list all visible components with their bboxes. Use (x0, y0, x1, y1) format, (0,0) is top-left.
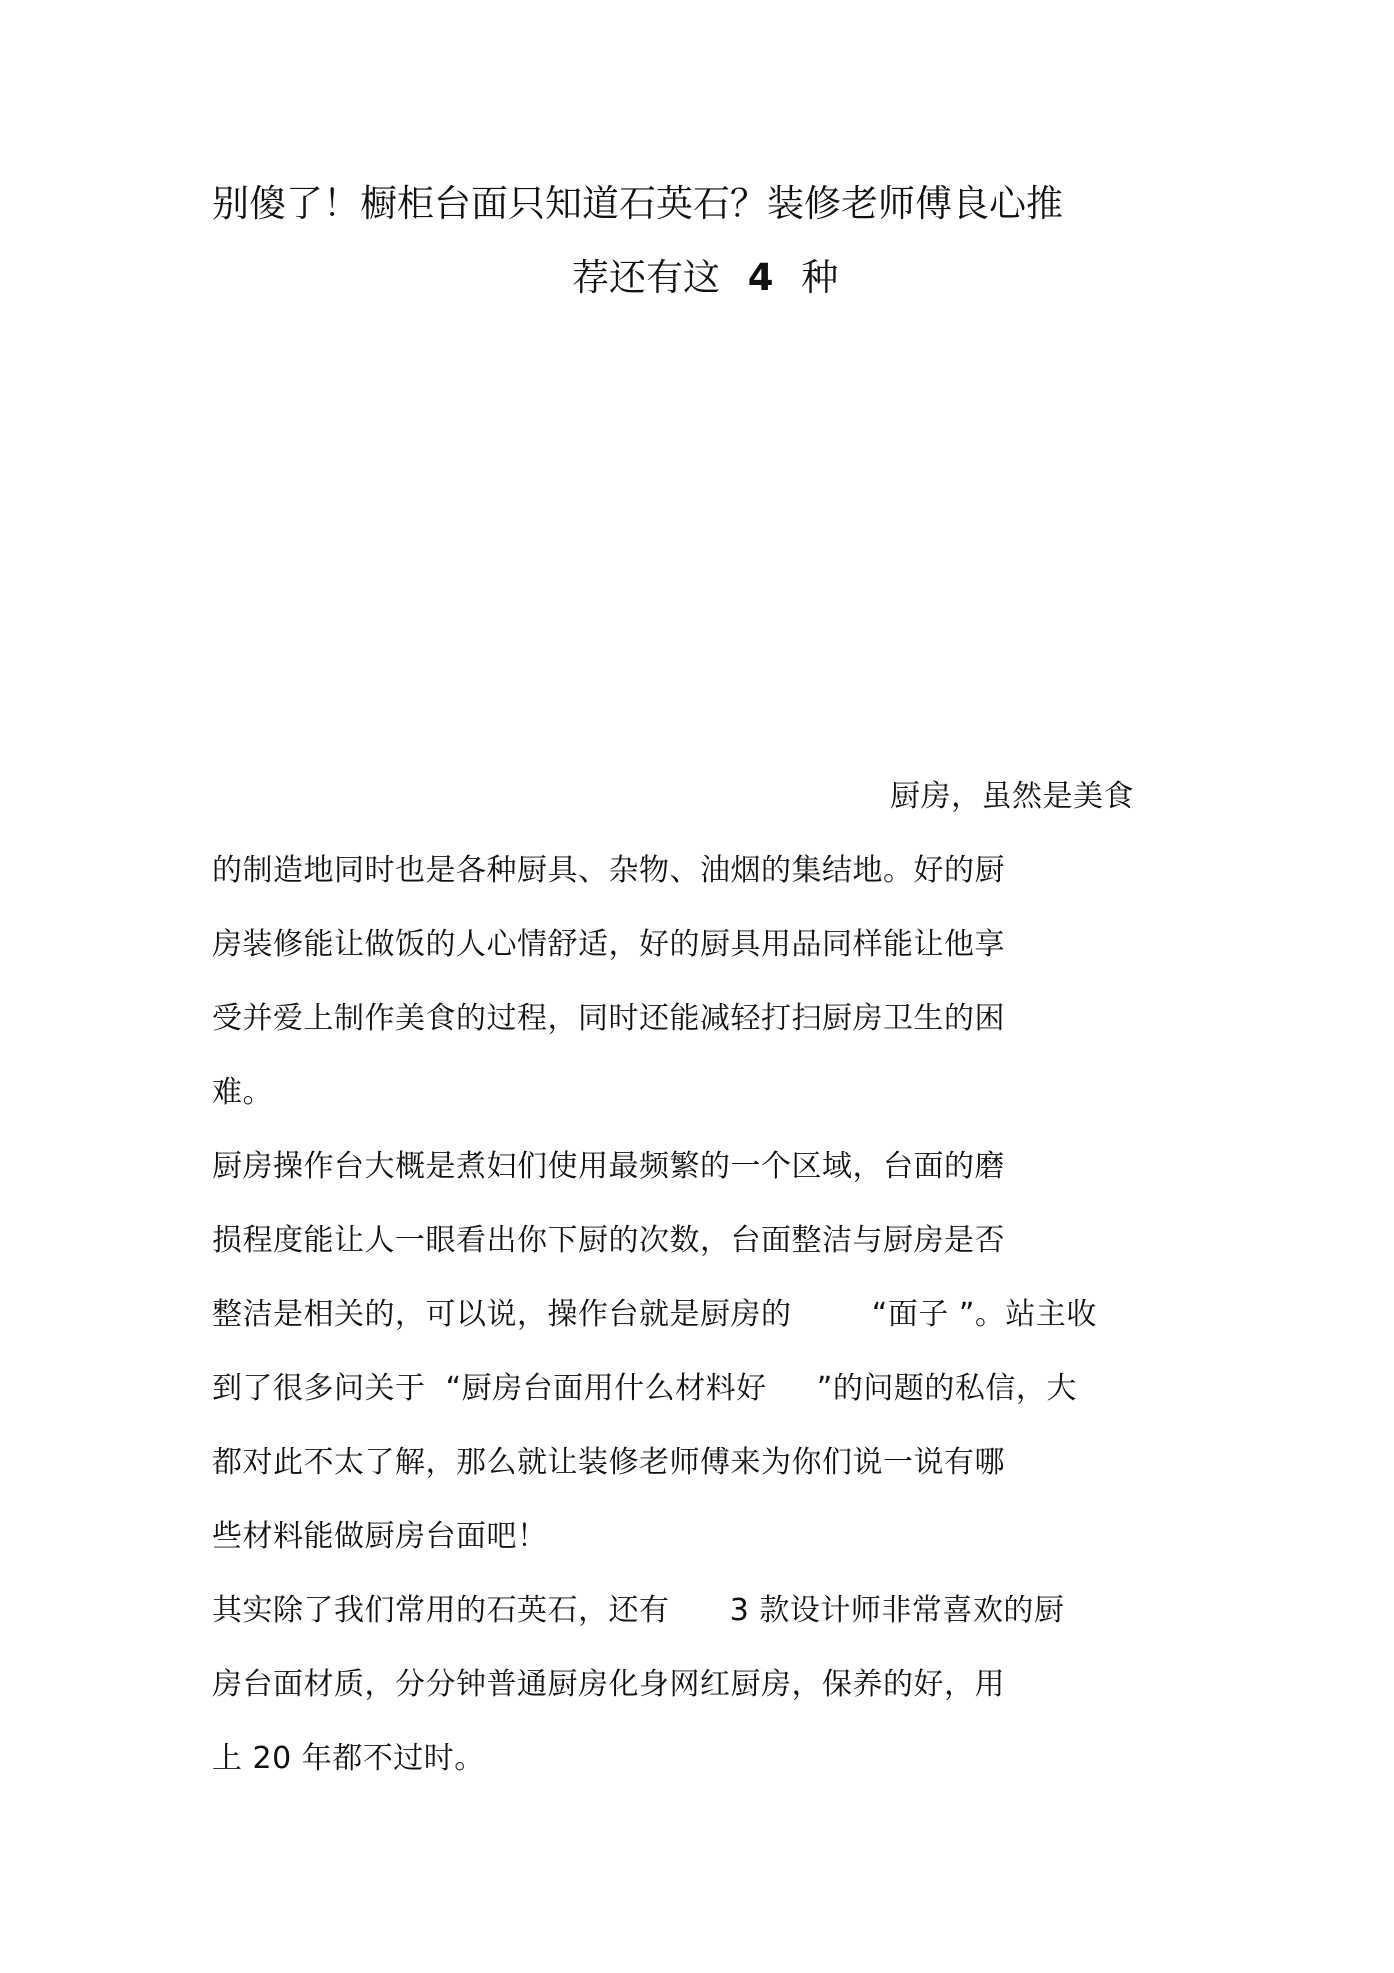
paragraph-3-line-1: 其实除了我们常用的石英石，还有 3 款设计师非常喜欢的厨 (212, 1593, 1065, 1628)
paragraph-1-line-5: 难。 (212, 1075, 273, 1110)
title-text-2-suffix: 种 (801, 256, 839, 299)
paragraph-1-line-2: 的制造地同时也是各种厨具、杂物、油烟的集结地。好的厨 (212, 853, 1005, 888)
paragraph-1-line-3: 房装修能让做饭的人心情舒适，好的厨具用品同样能让他享 (212, 927, 1005, 962)
paragraph-2-line-2: 损程度能让人一眼看出你下厨的次数，台面整洁与厨房是否 (212, 1223, 1005, 1258)
paragraph-3-line-2: 房台面材质，分分钟普通厨房化身网红厨房，保养的好，用 (212, 1667, 1005, 1702)
paragraph-1-line-1: 厨房，虽然是美食 (890, 779, 1134, 814)
title-number: 4 (747, 256, 774, 299)
title-text-2-prefix: 荐还有这 (572, 256, 720, 299)
paragraph-2-line-4: 到了很多问关于 “厨房台面用什么材料好 ”的问题的私信，大 (212, 1371, 1077, 1406)
paragraph-3-line-3: 上 20 年都不过时。 (212, 1741, 485, 1776)
title-line-1 (212, 180, 1063, 228)
title-text-1: 别傻了！橱柜台面只知道石英石？装修老师傅良心推 (212, 182, 1063, 225)
paragraph-2-line-5: 都对此不太了解，那么就让装修老师傅来为你们说一说有哪 (212, 1445, 1005, 1480)
paragraph-1-line-4: 受并爱上制作美食的过程，同时还能减轻打扫厨房卫生的困 (212, 1001, 1005, 1036)
paragraph-2-line-1: 厨房操作台大概是煮妇们使用最频繁的一个区域，台面的磨 (212, 1149, 1005, 1184)
paragraph-2-line-3: 整洁是相关的，可以说，操作台就是厨房的 “面子 ”。站主收 (212, 1297, 1097, 1332)
title-line-2 (572, 254, 838, 302)
paragraph-2-line-6: 些材料能做厨房台面吧！ (212, 1519, 548, 1554)
